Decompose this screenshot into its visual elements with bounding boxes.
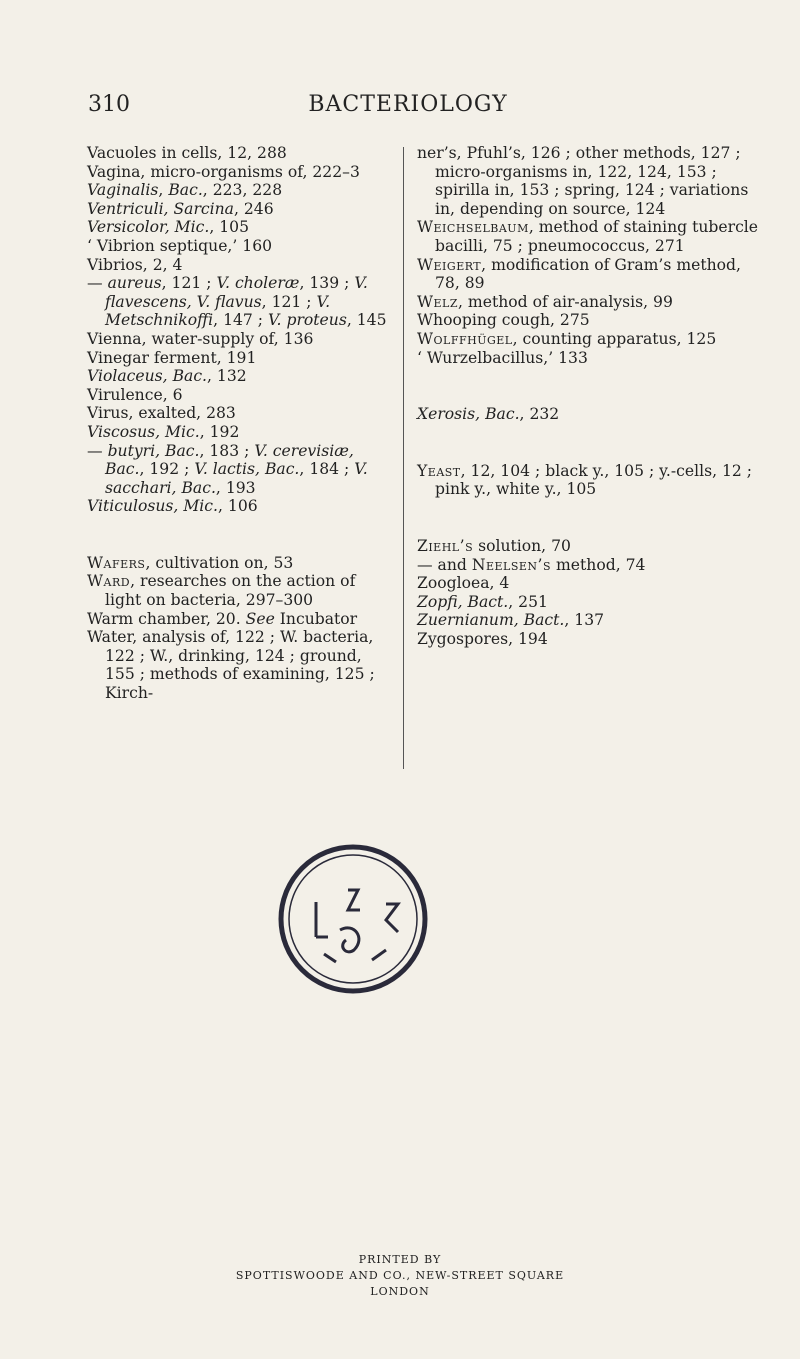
stamp-outer-ring — [281, 847, 425, 991]
index-entry — [417, 630, 762, 649]
index-entry-text: , 105 — [209, 218, 249, 237]
index-entry — [87, 144, 392, 163]
index-entry-text: Weigert — [417, 255, 482, 274]
index-entry-text: , 246 — [233, 199, 274, 218]
index-entry — [87, 163, 392, 182]
index-entry — [417, 405, 762, 424]
index-entry-text: Yeast — [417, 461, 461, 480]
index-entry-text: Warm chamber, 20. — [87, 609, 246, 628]
index-entry — [417, 611, 762, 630]
index-entry-text: , counting apparatus, 125 — [512, 329, 717, 348]
index-entry-text: Ventriculi, Sarcina — [87, 199, 234, 218]
index-column-left — [87, 144, 392, 703]
index-entry — [87, 386, 392, 405]
index-entry-text: Viticulosus, Mic. — [87, 497, 218, 516]
index-entry-text: — — [87, 274, 108, 293]
index-entry-text: , 106 — [218, 497, 258, 516]
index-entry — [417, 537, 762, 556]
index-entry — [87, 572, 392, 609]
index-entry-text: , modification of Gram’s method, 78, 89 — [435, 255, 741, 293]
index-entry — [87, 610, 392, 629]
index-entry-text: , 192 ; — [139, 460, 195, 479]
index-entry — [87, 237, 392, 256]
column-divider — [403, 147, 404, 769]
index-entry — [87, 200, 392, 219]
index-entry-text: ner’s, Pfuhl’s, 126 ; other methods, 127 ; micro-organisms in, 122, 124, 153 ; spirilla in, 153 ; spring, 124 ; variations in, depending on source, 124 — [417, 144, 749, 218]
index-entry-text: , 121 ; — [261, 292, 317, 311]
index-entry-text: Neelsen’s — [471, 555, 552, 574]
index-entry — [87, 367, 392, 386]
index-entry — [87, 349, 392, 368]
index-entry — [417, 574, 762, 593]
index-entry-text: , researches on the action of light on bacteria, 297–300 — [105, 572, 356, 610]
index-entry-text: Vagina, micro-organisms of, 222–3 — [87, 162, 360, 181]
index-entry-text: ‘ Vibrion septique,’ 160 — [87, 236, 273, 255]
index-entry-text: , 251 — [508, 592, 548, 611]
index-entry — [87, 181, 392, 200]
stamp-inner-ring — [289, 855, 417, 983]
running-head: BACTERIOLOGY — [308, 92, 508, 117]
index-entry-text: Welz — [417, 292, 459, 311]
index-entry-text: V. choleræ — [216, 274, 300, 293]
index-entry — [87, 442, 392, 498]
index-entry-text: Zuernianum, Bact. — [417, 611, 565, 630]
index-entry-text: Virus, exalted, 283 — [87, 404, 236, 423]
index-entry-text: aureus — [107, 274, 162, 293]
index-entry — [417, 144, 762, 218]
index-entry-text: See — [245, 609, 275, 628]
index-entry-text: — — [87, 441, 108, 460]
index-entry-text: , 145 — [346, 311, 387, 330]
index-entry-text: Zopfi, Bact. — [417, 592, 509, 611]
index-entry-text: V. Metschnikoffi — [105, 292, 331, 330]
index-entry — [87, 497, 392, 516]
index-entry — [87, 256, 392, 275]
index-entry-text: , 184 ; — [299, 460, 355, 479]
index-entry-text: , 137 — [564, 611, 605, 630]
index-entry — [87, 330, 392, 349]
index-entry-text: Viscosus, Mic. — [87, 422, 200, 441]
index-entry-text: Versicolor, Mic. — [87, 218, 210, 237]
imprint-line-1: PRINTED BY — [358, 1253, 442, 1266]
index-entry-text: , 139 ; — [299, 274, 355, 293]
index-entry-text: Vaginalis — [87, 181, 159, 200]
index-entry-text: Ward — [87, 572, 131, 591]
index-entry — [417, 256, 762, 293]
page-number: 310 — [88, 92, 130, 117]
index-entry-text: , method of air-analysis, 99 — [458, 292, 673, 311]
index-entry-text: Vinegar ferment, 191 — [87, 348, 257, 367]
index-entry-text: V. sacchari, Bac. — [105, 460, 368, 497]
index-entry-text: Vienna, water-supply of, 136 — [87, 329, 314, 348]
index-entry-text: , 223, 228 — [202, 181, 283, 200]
index-entry-text: , method of staining tubercle bacilli, 75 ; pneumococcus, 271 — [435, 218, 759, 255]
index-entry — [417, 556, 762, 575]
index-entry-text: , 121 ; — [161, 274, 217, 293]
index-entry-text: , 183 ; — [199, 441, 255, 460]
index-entry-text: Water, analysis of, 122 ; W. bacteria, 122 ; W., drinking, 124 ; ground, 155 ; methods of examining, 125 ; Kirch- — [87, 628, 375, 703]
stamp-monogram — [316, 890, 398, 962]
index-entry — [417, 593, 762, 612]
index-entry — [417, 218, 762, 255]
index-entry-text: V. cerevisiæ, Bac. — [105, 441, 354, 479]
index-column-right — [417, 144, 762, 648]
index-entry-text: Xerosis, Bac. — [417, 405, 520, 424]
imprint-line-2: SPOTTISWOODE AND CO., NEW-STREET SQUARE — [235, 1269, 565, 1282]
index-entry-text: Virulence, 6 — [87, 385, 183, 404]
index-entry-text: , 147 ; — [213, 311, 269, 330]
index-entry — [87, 554, 392, 573]
index-entry-text: V. flavescens, V. flavus — [105, 274, 368, 311]
printer-imprint — [0, 1252, 800, 1300]
page-header — [78, 92, 738, 122]
index-entry-text: , 193 — [215, 478, 256, 497]
index-entry — [417, 349, 762, 368]
imprint-line-3: LONDON — [370, 1285, 430, 1298]
index-entry-text: , 12, 104 ; black y., 105 ; y.-cells, 12 ; pink y., white y., 105 — [435, 461, 753, 499]
index-entry-text: Wolffhügel — [417, 329, 513, 348]
index-entry-text: V. proteus — [268, 311, 347, 330]
index-entry-text: , 232 — [519, 405, 560, 424]
index-entry — [417, 293, 762, 312]
index-entry-text: Incubator — [274, 609, 358, 628]
index-entry-text: Zoogloea, 4 — [417, 574, 510, 593]
index-entry — [87, 404, 392, 423]
index-entry-text: Whooping cough, 275 — [417, 311, 590, 330]
index-entry — [417, 311, 762, 330]
index-entry — [87, 274, 392, 330]
index-entry-text: butyri, Bac. — [107, 441, 200, 460]
library-stamp — [276, 842, 430, 996]
index-entry-text: Vibrios, 2, 4 — [87, 255, 183, 274]
index-entry — [417, 462, 762, 499]
index-entry — [417, 330, 762, 349]
index-entry-text: , cultivation on, 53 — [145, 553, 294, 572]
index-entry-text: Bac. — [168, 181, 203, 200]
index-entry-text: solution, 70 — [473, 536, 571, 555]
index-entry-text: Zygospores, 194 — [417, 629, 548, 648]
index-entry-text: , 192 — [199, 422, 240, 441]
index-entry-text: , — [158, 181, 169, 200]
index-entry — [87, 423, 392, 442]
index-entry-text: — and — [417, 555, 472, 574]
index-entry — [87, 218, 392, 237]
index-entry-text: ‘ Wurzelbacillus,’ 133 — [417, 348, 588, 367]
index-entry-text: method, 74 — [551, 555, 646, 574]
index-entry — [87, 628, 392, 702]
index-entry-text: , 132 — [207, 367, 247, 386]
index-entry-text: Ziehl’s — [417, 536, 474, 555]
index-entry-text: V. lactis, Bac. — [194, 460, 300, 479]
index-entry-text: Weichselbaum — [417, 218, 529, 237]
index-entry-text: Violaceus, Bac. — [87, 367, 208, 386]
index-entry-text: Wafers — [87, 553, 146, 572]
index-entry-text: Vacuoles in cells, 12, 288 — [87, 144, 287, 162]
